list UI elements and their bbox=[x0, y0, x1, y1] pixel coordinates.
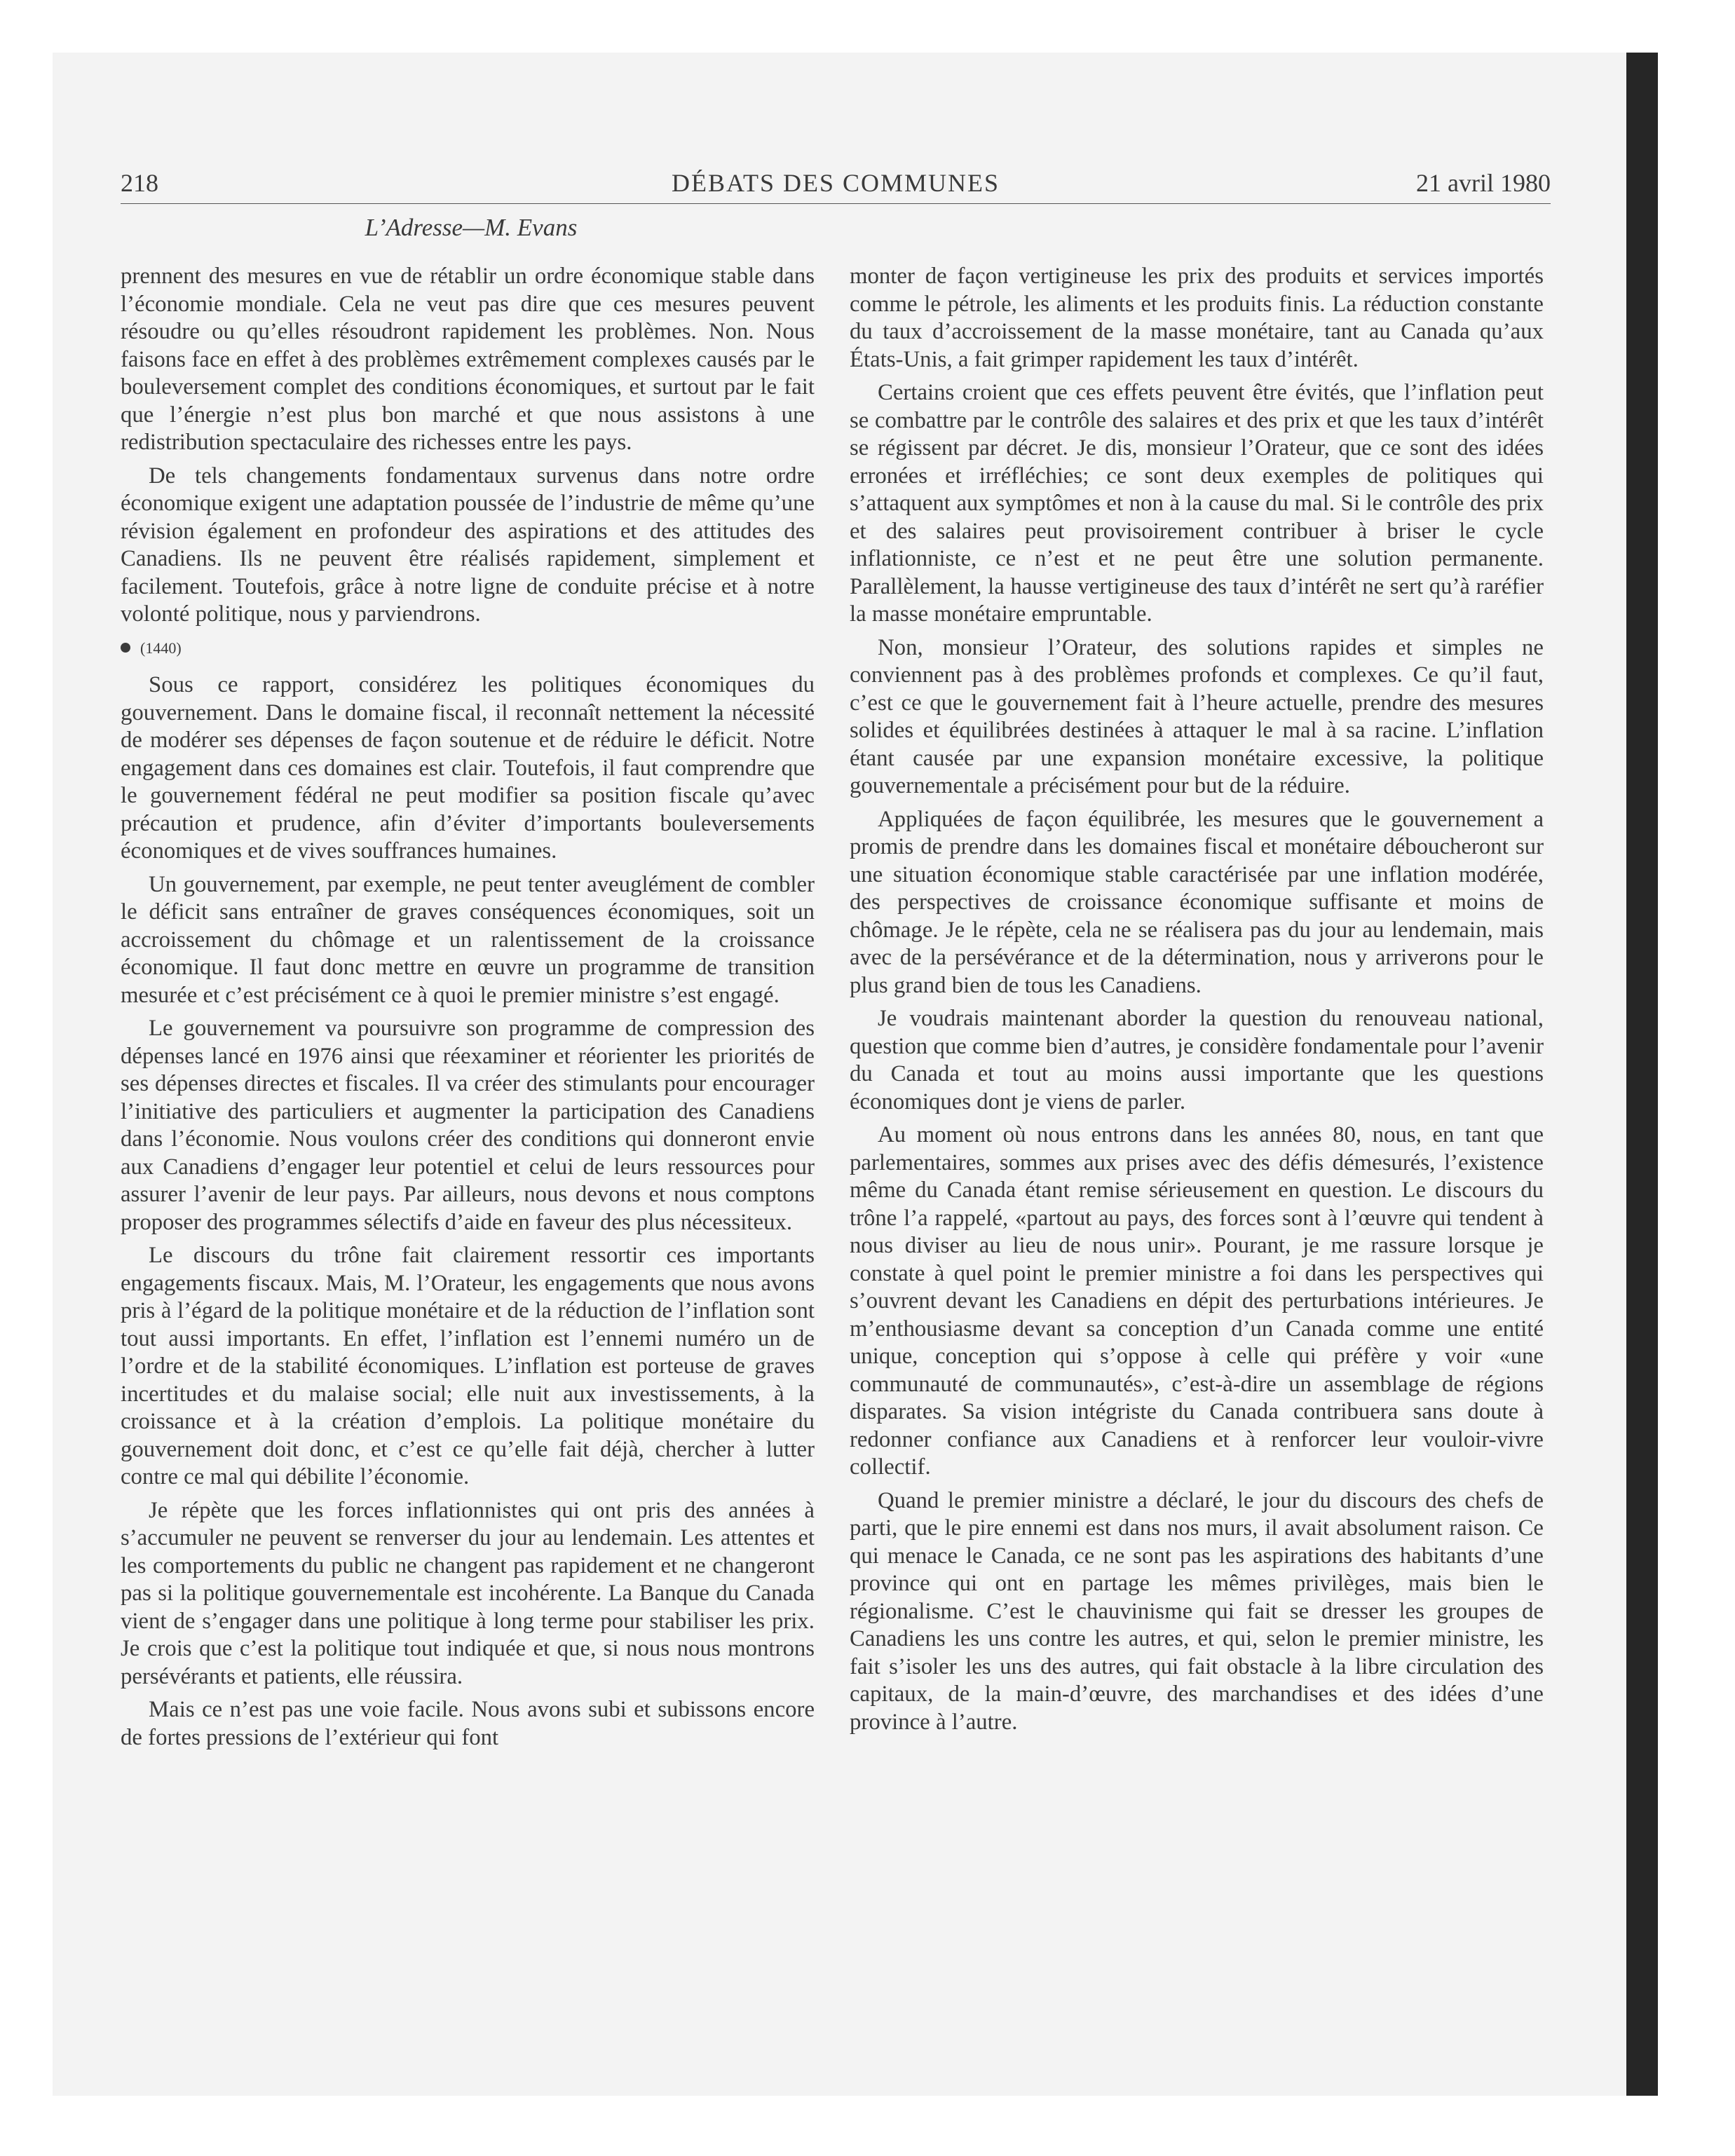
paragraph: Le discours du trône fait clairement ressortir ces importants engagements fiscaux. Mais, M. l’Orateur, les engagements que nous avons pris à l’égard de la politique monétaire et de la réduction de l’inflation sont tout aussi importants. En effet, l’inflation est l’ennemi numéro un de l’ordre et de la stabilité économiques. L’inflation est porteuse de graves incertitudes et du malaise social; elle nuit aux investissements, à la croissance et à la création d’emplois. La politique monétaire du gouvernement doit donc, et c’est ce qu’elle fait déjà, chercher à lutter contre ce mal qui débilite l’économie. bbox=[121, 1243, 815, 1489]
paragraph: Je voudrais maintenant aborder la question du renouveau national, question que comme bien d’autres, je considère fondamentale pour l’avenir du Canada et tout au moins aussi importante que les questions économiques dont je viens de parler. bbox=[850, 1006, 1544, 1114]
section-subheading: L’Adresse—M. Evans bbox=[365, 214, 578, 241]
paragraph: monter de façon vertigineuse les prix des produits et services importés comme le pétrole, les aliments et les produits finis. La réduction constante du taux d’accroissement de la masse monétaire, tant au Canada qu’aux États-Unis, a fait grimper rapidement les taux d’intérêt. bbox=[850, 264, 1544, 372]
paragraph: Je répète que les forces inflationnistes qui ont pris des années à s’accumuler ne peuvent se renverser du jour au lendemain. Les attentes et les comportements du public ne changent pas rapidement et ne changeront pas si la politique gouvernementale est incohérente. La Banque du Canada vient de s’engager dans une politique à long terme pour stabiliser les prix. Je crois que c’est la politique tout indiquée et que, si nous nous montrons persévérants et patients, elle réussira. bbox=[121, 1497, 815, 1689]
paragraph: De tels changements fondamentaux survenus dans notre ordre économique exigent une adaptation poussée de l’industrie de même qu’une révision également en profondeur des aspirations et des attitudes des Canadiens. Ils ne peuvent être réalisés rapidement, simplement et facilement. Toutefois, grâce à notre ligne de conduite précise et à notre volonté politique, nous y parviendrons. bbox=[121, 463, 815, 627]
time-marker-label: (1440) bbox=[140, 639, 182, 657]
paragraph: Sous ce rapport, considérez les politiques économiques du gouvernement. Dans le domaine fiscal, il reconnaît nettement la nécessité de modérer ses dépenses de façon soutenue et de réduire le déficit. Notre engagement dans ces domaines est clair. Toutefois, il faut comprendre que le gouvernement fédéral ne peut modifier sa position fiscale qu’avec précaution et prudence, afin d’éviter d’importants bouleversements économiques et de vives souffrances humaines. bbox=[121, 672, 815, 864]
page-date: 21 avril 1980 bbox=[1416, 169, 1551, 197]
journal-title: DÉBATS DES COMMUNES bbox=[671, 169, 1000, 197]
page-number: 218 bbox=[121, 169, 158, 197]
time-marker bbox=[121, 634, 815, 662]
paragraph: prennent des mesures en vue de rétablir un ordre économique stable dans l’économie mondiale. Cela ne veut pas dire que ces mesures peuvent résoudre ou qu’elles résoudront rapidement les problèmes. Non. Nous faisons face en effet à des problèmes extrêmement complexes causés par le bouleversement complet des conditions économiques, et surtout par le fait que l’énergie n’est plus bon marché et que nous assistons à une redistribution spectaculaire des richesses entre les pays. bbox=[121, 264, 815, 455]
scan-edge-bar bbox=[1626, 53, 1658, 2096]
paragraph: Certains croient que ces effets peuvent être évités, que l’inflation peut se combattre par le contrôle des salaires et des prix et que les taux d’intérêt se régissent par décret. Je dis, monsieur l’Orateur, que ce sont des idées erronées et irréfléchies; ce sont deux exemples de politiques qui s’attaquent aux symptômes et non à la cause du mal. Si le contrôle des prix et des salaires peut provisoirement contribuer à briser le cycle inflationniste, ce n’est et ne peut être une solution permanente. Parallèlement, la hausse vertigineuse des taux d’intérêt ne sert qu’à raréfier la masse monétaire empruntable. bbox=[850, 380, 1544, 627]
left-column bbox=[121, 263, 815, 1757]
header-rule bbox=[121, 203, 1551, 204]
paragraph: Non, monsieur l’Orateur, des solutions rapides et simples ne conviennent pas à des problèmes profonds et complexes. Ce qu’il faut, c’est ce que le gouvernement fait à l’heure actuelle, prendre des mesures solides et équilibrées destinées à attaquer le mal à sa racine. L’inflation étant causée par une expansion monétaire excessive, la politique gouvernementale a précisément pour but de la réduire. bbox=[850, 634, 1544, 798]
paragraph: Appliquées de façon équilibrée, les mesures que le gouvernement a promis de prendre dans les domaines fiscal et monétaire déboucheront sur une situation économique stable caractérisée par une inflation modérée, des perspectives de croissance économique suffisante et moins de chômage. Je le répète, cela ne se réalisera pas du jour au lendemain, mais avec de la persévérance et de la détermination, nous y arriverons pour le plus grand bien de tous les Canadiens. bbox=[850, 806, 1544, 998]
paragraph: Un gouvernement, par exemple, ne peut tenter aveuglément de combler le déficit sans entraîner de graves conséquences économiques, soit un accroissement du chômage et un ralentissement de la croissance économique. Il faut donc mettre en œuvre un programme de transition mesurée et c’est précisément ce à quoi le premier ministre s’est engagé. bbox=[121, 871, 815, 1008]
page-header bbox=[121, 168, 1551, 203]
paragraph: Quand le premier ministre a déclaré, le jour du discours des chefs de parti, que le pire ennemi est dans nos murs, il avait absolument raison. Ce qui menace le Canada, ce ne sont pas les aspirations des habitants d’une province qui ont en partage les mêmes privilèges, mais bien le régionalisme. C’est le chauvinisme qui fait se dresser les groupes de Canadiens les uns contre les autres, et qui, selon le premier ministre, les fait s’isoler les uns des autres, qui fait obstacle à la libre circulation des capitaux, de la main-d’œuvre, des marchandises et des idées d’une province à l’autre. bbox=[850, 1487, 1544, 1735]
paragraph: Au moment où nous entrons dans les années 80, nous, en tant que parlementaires, sommes aux prises avec des défis démesurés, l’existence même du Canada étant remise sérieusement en question. Le discours du trône l’a rappelé, «partout au pays, des forces sont à l’œuvre qui tendent à nous diviser au lieu de nous unir». Pourant, je me rassure lorsque je constate à quel point le premier ministre a foi dans les perspectives qui s’ouvrent devant les Canadiens en dépit des perturbations intérieures. Je m’enthousiasme devant sa conception d’un Canada comme une entité unique, conception qui s’oppose à celle qui préfère y voir «une communauté de communautés», c’est-à-dire un assemblage de régions disparates. Sa vision intégriste du Canada contribuera sans doute à redonner confiance aux Canadiens et à renforcer leur vouloir-vivre collectif. bbox=[850, 1122, 1544, 1480]
right-column bbox=[850, 263, 1544, 1742]
paragraph: Le gouvernement va poursuivre son programme de compression des dépenses lancé en 1976 ainsi que réexaminer et réorienter les priorités de ses dépenses directes et fiscales. Il va créer des stimulants pour encourager l’initiative des particuliers et augmenter la participation des Canadiens dans l’économie. Nous voulons créer des conditions qui donneront envie aux Canadiens d’engager leur potentiel et celui de leurs ressources pour assurer l’avenir de leur pays. Par ailleurs, nous devons et nous comptons proposer des programmes sélectifs d’aide en faveur des plus nécessiteux. bbox=[121, 1016, 815, 1235]
paragraph: Mais ce n’est pas une voie facile. Nous avons subi et subissons encore de fortes pressions de l’extérieur qui font bbox=[121, 1697, 815, 1750]
bullet-icon bbox=[121, 643, 130, 653]
